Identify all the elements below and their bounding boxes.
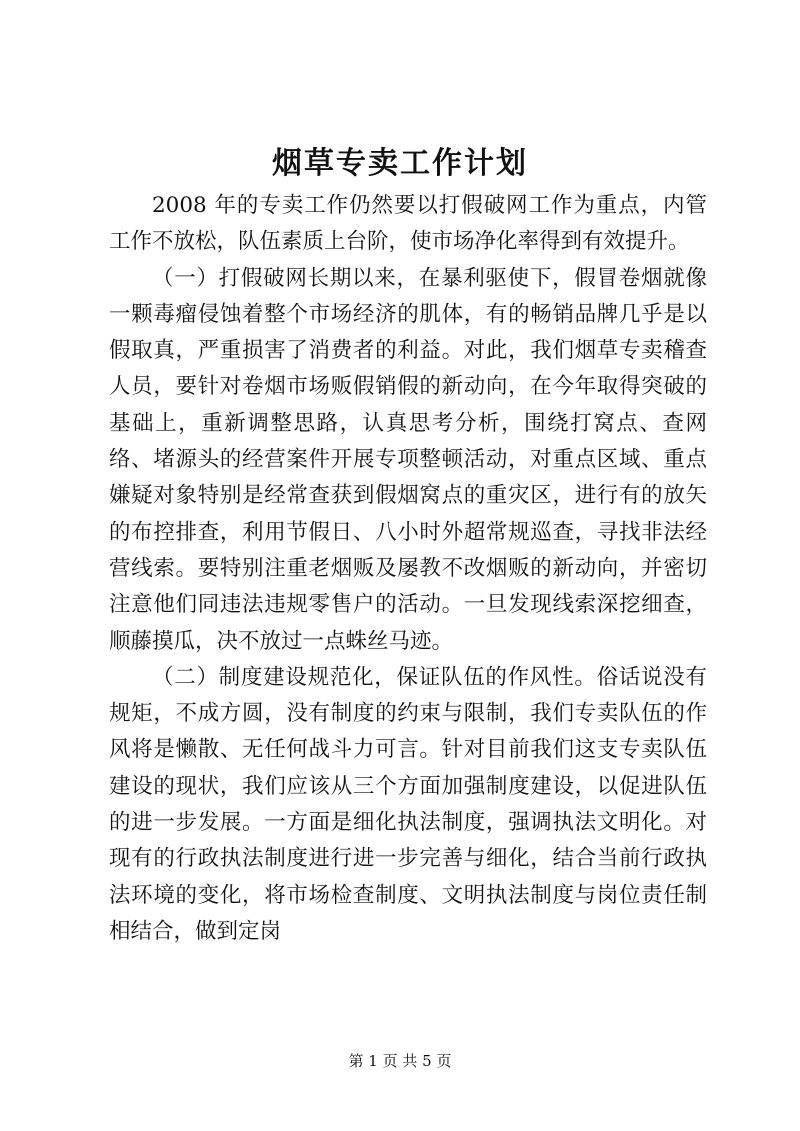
paragraph-intro: 2008 年的专卖工作仍然要以打假破网工作为重点，内管工作不放松，队伍素质上台阶，使市场净化率得到有效提升。 [109, 193, 707, 255]
paragraph-section-1: （一）打假破网长期以来，在暴利驱使下，假冒卷烟就像一颗毒瘤侵蚀着整个市场经济的肌体，有的畅销品牌几乎是以假取真，严重损害了消费者的利益。对此，我们烟草专卖稽查人员，要针对卷烟市场贩假销假的新动向，在今年取得突破的基础上，重新调整思路，认真思考分析，围绕打窝点、查网络、堵源头的经营案件开展专项整顿活动，对重点区域、重点嫌疑对象特别是经常查获到假烟窝点的重灾区，进行有的放矢的布控排查，利用节假日、八小时外超常规巡查，寻找非法经营线索。要特别注重老烟贩及屡教不改烟贩的新动向，并密切注意他们同违法违规零售户的活动。一旦发现线索深挖细查，顺藤摸瓜，决不放过一点蛛丝马迹。 [109, 265, 707, 654]
paragraph-section-2: （二）制度建设规范化，保证队伍的作风性。俗话说没有规矩，不成方圆，没有制度的约束与限制，我们专卖队伍的作风将是懒散、无任何战斗力可言。针对目前我们这支专卖队伍建设的现状，我们应该从三个方面加强制度建设，以促进队伍的进一步发展。一方面是细化执法制度，强调执法文明化。对现有的行政执法制度进行进一步完善与细化，结合当前行政执法环境的变化，将市场检查制度、文明执法制度与岗位责任制相结合，做到定岗 [109, 664, 707, 944]
document-title: 烟草专卖工作计划 [272, 146, 528, 181]
page-footer: 第 1 页 共 5 页 [348, 1052, 452, 1070]
document-body [109, 188, 707, 950]
